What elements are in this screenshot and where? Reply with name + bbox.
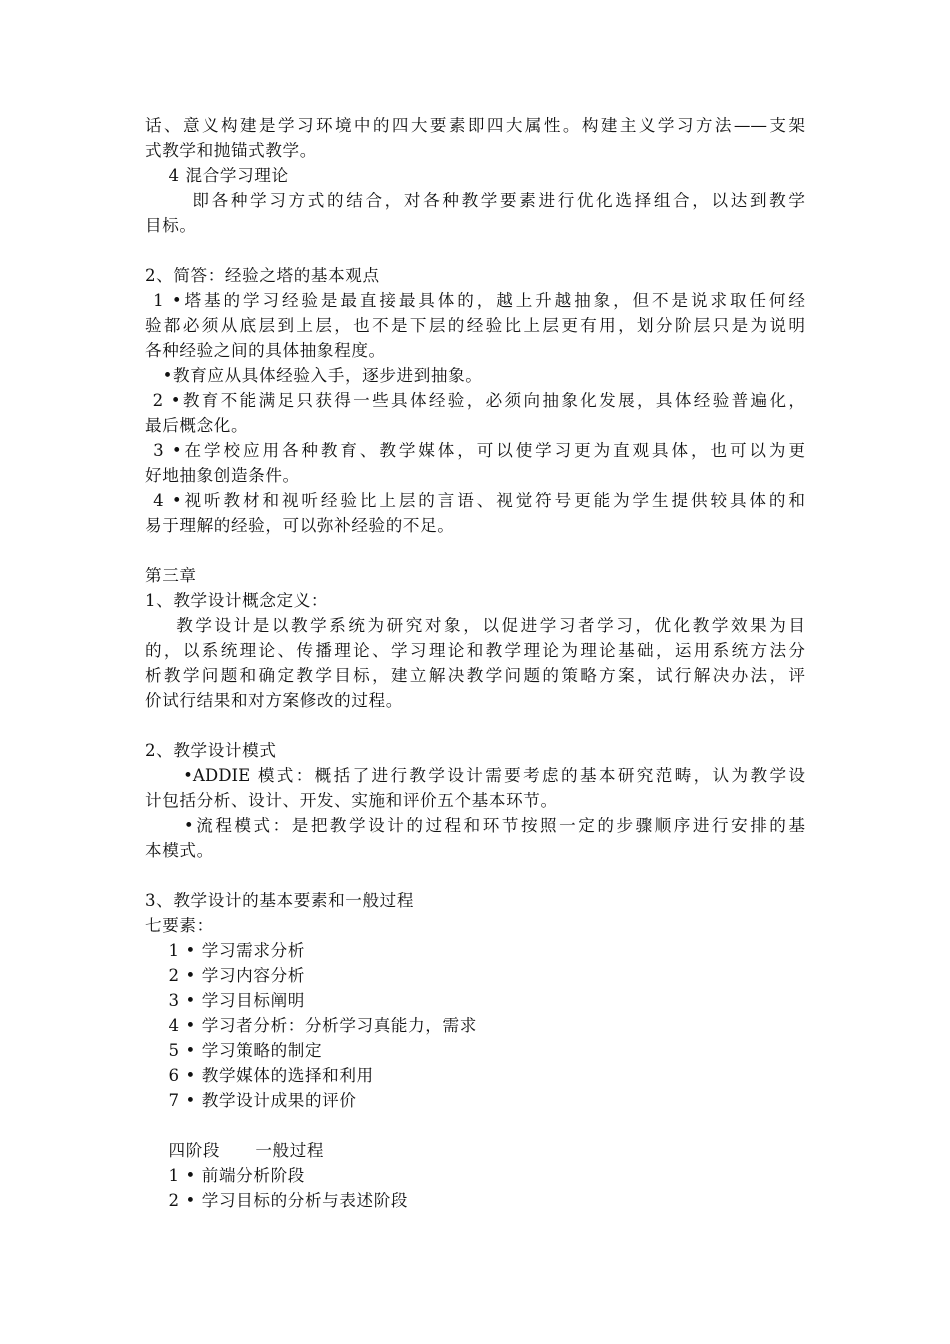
list-item: 1 • 前端分析阶段 [145,1166,305,1185]
text-line: 1 •塔基的学习经验是最直接最具体的，越上升越抽象，但不是说求取任何经 [145,291,805,310]
section-heading: 1、教学设计概念定义： [145,591,329,610]
list-item: 1 • 学习需求分析 [145,941,305,960]
text-line: 四阶段 一般过程 [145,1141,325,1160]
list-item: 5 • 学习策略的制定 [145,1041,323,1060]
text-line: •教育应从具体经验入手，逐步进到抽象。 [145,366,483,385]
text-line: 4 •视听教材和视听经验比上层的言语、视觉符号更能为学生提供较具体的和 [145,491,805,510]
text-line: 最后概念化。 [145,416,249,435]
text-line: 3 •在学校应用各种教育、教学媒体，可以使学习更为直观具体，也可以为更 [145,441,805,460]
chapter-heading: 第三章 [145,566,197,585]
text-line: 价试行结果和对方案修改的过程。 [145,691,403,710]
text-line: 验都必须从底层到上层，也不是下层的经验比上层更有用，划分阶层只是为说明 [145,316,805,335]
text-line: 2 •教育不能满足只获得一些具体经验，必须向抽象化发展，具体经验普遍化， [145,391,805,410]
section-heading: 3、教学设计的基本要素和一般过程 [145,891,415,910]
list-item: 4 • 学习者分析：分析学习真能力，需求 [145,1016,477,1035]
text-line: 计包括分析、设计、开发、实施和评价五个基本环节。 [145,791,558,810]
text-line: •ADDIE 模式：概括了进行教学设计需要考虑的基本研究范畴，认为教学设 [145,766,805,785]
text-line: 好地抽象创造条件。 [145,466,300,485]
text-line: 析教学问题和确定教学目标，建立解决教学问题的策略方案，试行解决办法，评 [145,666,805,685]
list-item: 2 • 学习目标的分析与表述阶段 [145,1191,409,1210]
text-line: •流程模式：是把教学设计的过程和环节按照一定的步骤顺序进行安排的基 [145,816,805,835]
text-line: 七要素： [145,916,214,935]
list-item: 7 • 教学设计成果的评价 [145,1091,357,1110]
text-line: 教学设计是以教学系统为研究对象，以促进学习者学习，优化教学效果为目 [145,616,805,635]
text-line: 本模式。 [145,841,214,860]
section-heading: 2、教学设计模式 [145,741,277,760]
text-line: 易于理解的经验，可以弥补经验的不足。 [145,516,455,535]
section-heading: 4 混合学习理论 [145,166,289,185]
list-item: 6 • 教学媒体的选择和利用 [145,1066,374,1085]
text-line: 的，以系统理论、传播理论、学习理论和教学理论为理论基础，运用系统方法分 [145,641,805,660]
text-line: 各种经验之间的具体抽象程度。 [145,341,386,360]
text-line: 即各种学习方式的结合，对各种教学要素进行优化选择组合，以达到教学 [145,191,805,210]
list-item: 3 • 学习目标阐明 [145,991,305,1010]
text-line: 话、意义构建是学习环境中的四大要素即四大属性。构建主义学习方法——支架 [145,116,805,135]
text-line: 式教学和抛锚式教学。 [145,141,317,160]
text-line: 目标。 [145,216,197,235]
section-heading: 2、简答：经验之塔的基本观点 [145,266,380,285]
list-item: 2 • 学习内容分析 [145,966,305,985]
